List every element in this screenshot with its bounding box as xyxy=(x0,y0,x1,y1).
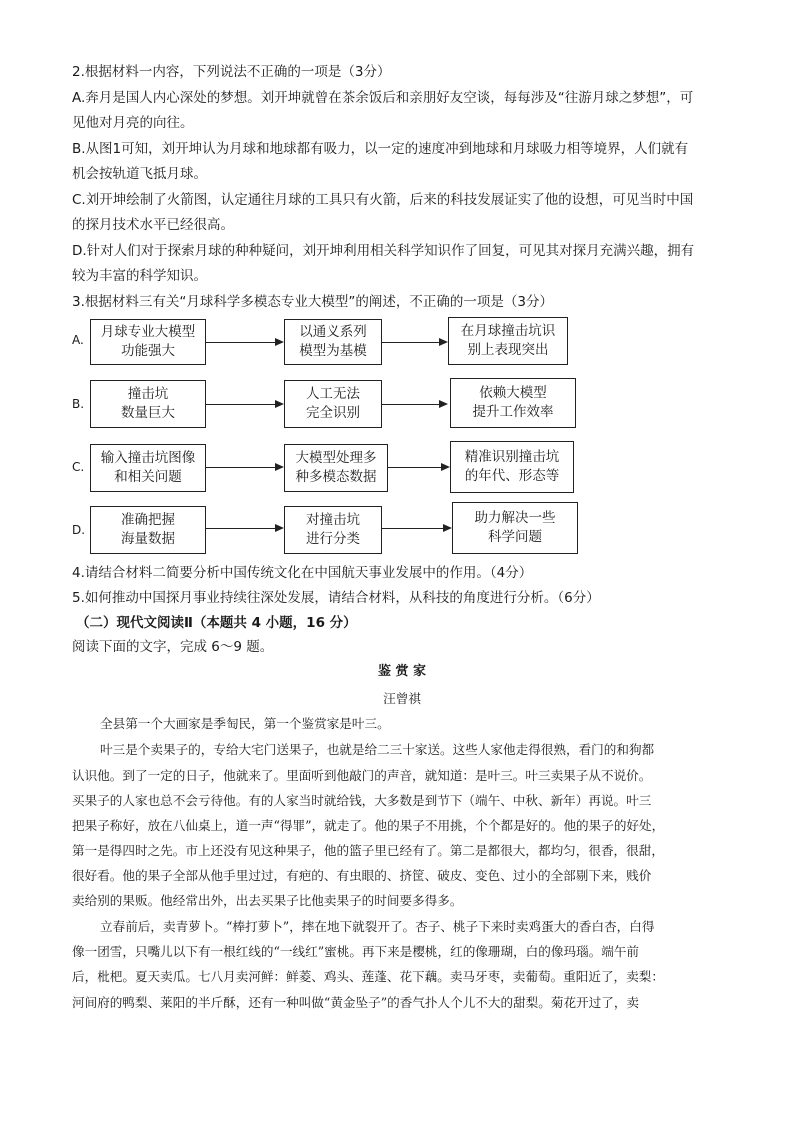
q3-d-box-2-line2: 进行分类 xyxy=(306,531,360,547)
q3-a-box-3 xyxy=(448,317,568,365)
article-para3-line2: 像一团雪，只嘴儿以下有一根红线的“一线红”蜜桃。再下来是樱桃，红的像珊瑚，白的像玛瑙。端午前 xyxy=(72,944,640,959)
q3-d-box-1 xyxy=(90,506,206,554)
article-title: 鉴 赏 家 xyxy=(377,664,427,679)
q3-c-box-3-line1: 精准识别撞击坑 xyxy=(464,449,560,465)
article-para3-line4: 河间府的鸭梨、莱阳的半斤酥，还有一种叫做“黄金坠子”的香气扑人个儿不大的甜梨。菊花开过了，卖 xyxy=(72,995,640,1010)
q3-a-box-3-line1: 在月球撞击坑识 xyxy=(460,323,556,339)
q3-c-box-2 xyxy=(284,444,388,492)
q3-option-b-label: B. xyxy=(72,397,85,411)
q3-a-arrow-2 xyxy=(382,342,446,343)
article-para3-line3: 后，枇杷。夏天卖瓜。七八月卖河鲜：鲜菱、鸡头、莲蓬、花下藕。卖马牙枣，卖葡萄。重阳近了，卖梨： xyxy=(72,969,664,984)
q2-stem: 2.根据材料一内容，下列说法不正确的一项是（3分） xyxy=(72,64,391,80)
q3-option-a-label: A. xyxy=(72,333,84,347)
q2-option-b-line1: B.从图1可知，刘开坤认为月球和地球都有吸力，以一定的速度冲到地球和月球吸力相等境界，人们就有 xyxy=(72,141,689,157)
q3-c-box-1-line1: 输入撞击坑图像 xyxy=(100,450,196,466)
q3-b-box-2-line1: 人工无法 xyxy=(306,386,360,402)
q2-option-d-line2: 较为丰富的科学知识。 xyxy=(72,268,207,284)
q2-option-c-line2: 的探月技术水平已经很高。 xyxy=(72,217,234,233)
q3-a-box-2-line1: 以通义系列 xyxy=(299,324,367,340)
q3-stem: 3.根据材料三有关“月球科学多模态专业大模型”的阐述，不正确的一项是（3分） xyxy=(72,294,553,310)
q3-b-box-2-line2: 完全识别 xyxy=(306,405,360,421)
section-heading: （二）现代文阅读Ⅱ（本题共 4 小题，16 分） xyxy=(76,615,357,631)
article-para2-line3: 买果子的人家也总不会亏待他。有的人家当时就给钱，大多数是到节下（端午、中秋、新年）再说。叶三 xyxy=(72,793,652,808)
q3-b-box-1 xyxy=(90,380,206,428)
q3-b-arrow-2 xyxy=(382,404,446,405)
q3-b-box-3-line2: 提升工作效率 xyxy=(472,404,554,420)
q3-b-box-1-line1: 撞击坑 xyxy=(127,386,169,402)
q3-d-arrow-1 xyxy=(206,528,282,529)
q3-c-box-2-line2: 种多模态数据 xyxy=(295,469,377,485)
q3-d-box-3-line1: 助力解决一些 xyxy=(474,510,556,526)
q5-text: 5.如何推动中国探月事业持续往深处发展，请结合材料，从科技的角度进行分析。（6分） xyxy=(72,590,600,606)
article-para2-line2: 认识他。到了一定的日子，他就来了。里面听到他敲门的声音，就知道：是叶三。叶三卖果子从不说价。 xyxy=(72,768,652,783)
q3-a-box-2 xyxy=(284,319,382,365)
q3-b-box-3 xyxy=(450,378,576,428)
q3-b-box-2 xyxy=(284,380,382,428)
article-para2-line4: 把果子称好，放在八仙桌上，道一声“得罪”，就走了。他的果子不用挑，个个都是好的。他的果子的好处， xyxy=(72,818,665,833)
q2-option-c-line1: C.刘开坤绘制了火箭图，认定通往月球的工具只有火箭，后来的科技发展证实了他的设想，可见当时中国 xyxy=(72,192,694,208)
q3-a-box-3-line2: 别上表现突出 xyxy=(467,342,549,358)
q2-option-d-line1: D.针对人们对于探索月球的种种疑问，刘开坤利用相关科学知识作了回复，可见其对探月充满兴趣，拥有 xyxy=(72,243,695,259)
q3-c-box-2-line1: 大模型处理多 xyxy=(295,450,377,466)
q3-c-box-1-line2: 和相关问题 xyxy=(114,469,182,485)
q3-d-box-3-line2: 科学问题 xyxy=(488,529,542,545)
q3-d-box-2-line1: 对撞击坑 xyxy=(306,512,360,528)
q3-a-box-1 xyxy=(90,319,206,365)
q3-c-arrow-1 xyxy=(206,467,282,468)
q2-option-b-line2: 机会按轨道飞抵月球。 xyxy=(72,166,207,182)
q3-c-box-3 xyxy=(450,441,574,493)
q3-d-box-2 xyxy=(284,506,382,554)
q3-b-box-3-line1: 依赖大模型 xyxy=(479,385,547,401)
article-para3-line1: 立春前后，卖青萝卜。“棒打萝卜”，摔在地下就裂开了。杏子、桃子下来时卖鸡蛋大的香白杏，白得 xyxy=(100,919,655,934)
q3-d-box-1-line2: 海量数据 xyxy=(121,531,175,547)
article-para2-line7: 卖给别的果贩。他经常出外，出去买果子比他卖果子的时间要多得多。 xyxy=(72,893,463,908)
q3-d-box-1-line1: 准确把握 xyxy=(121,512,175,528)
q3-a-box-1-line1: 月球专业大模型 xyxy=(100,324,196,340)
q3-a-box-1-line2: 功能强大 xyxy=(121,343,175,359)
q3-d-arrow-2 xyxy=(382,528,450,529)
q2-option-a-line1: A.奔月是国人内心深处的梦想。刘开坤就曾在茶余饭后和亲朋好友空谈，每每涉及“往游月球之梦想”，可 xyxy=(72,90,694,106)
q3-option-d-label: D. xyxy=(72,523,86,537)
q3-d-box-3 xyxy=(452,502,578,554)
q3-c-arrow-2 xyxy=(388,467,448,468)
q3-b-box-1-line2: 数量巨大 xyxy=(121,405,175,421)
article-para2-line6: 很好看。他的果子全部从他手里过过，有疤的、有虫眼的、挤筐、破皮、变色、过小的全部剔下来，贱价 xyxy=(72,868,652,883)
article-para2-line5: 第一是得四时之先。市上还没有见这种果子，他的篮子里已经有了。第二是都很大，都均匀，很香，很甜， xyxy=(72,843,664,858)
article-author: 汪曾祺 xyxy=(383,691,421,706)
q3-b-arrow-1 xyxy=(206,404,282,405)
q3-a-arrow-1 xyxy=(206,342,282,343)
section-instruction: 阅读下面的文字，完成 6～9 题。 xyxy=(72,639,274,655)
q2-option-a-line2: 见他对月亮的向往。 xyxy=(72,115,194,131)
q4-text: 4.请结合材料二简要分析中国传统文化在中国航天事业发展中的作用。（4分） xyxy=(72,565,533,581)
q3-c-box-3-line2: 的年代、形态等 xyxy=(464,468,560,484)
q3-a-box-2-line2: 模型为基模 xyxy=(299,343,367,359)
article-para2-line1: 叶三是个卖果子的，专给大宅门送果子，也就是给二三十家送。这些人家他走得很熟，看门的和狗都 xyxy=(100,742,655,757)
q3-option-c-label: C. xyxy=(72,460,85,474)
q3-c-box-1 xyxy=(90,444,206,492)
article-para1: 全县第一个大画家是季匋民，第一个鉴赏家是叶三。 xyxy=(100,716,390,731)
